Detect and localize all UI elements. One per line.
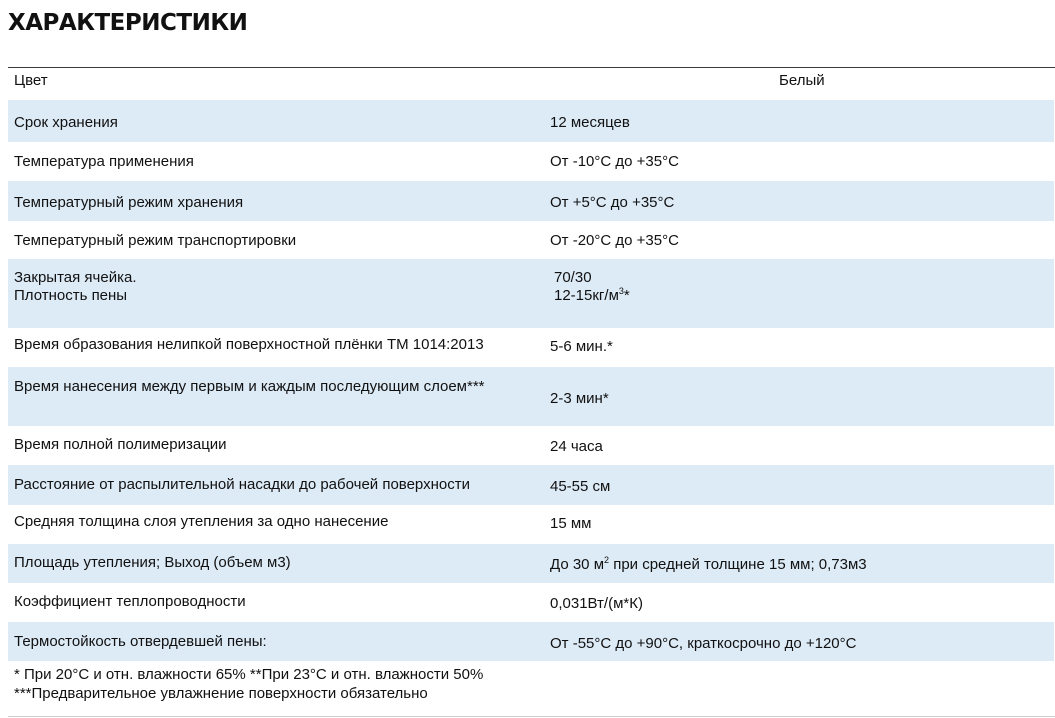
table-row [8, 259, 1054, 328]
table-row [8, 426, 1054, 465]
row-value-text: 70/30 12-15кг/м [554, 269, 619, 304]
row-label: Время образования нелипкой поверхностной плёнки ТМ 1014:2013 [14, 336, 484, 353]
row-value: 0,031Вт/(м*К) [550, 595, 643, 612]
table-row [8, 328, 1054, 367]
row-label: Температурный режим транспортировки [14, 232, 297, 249]
footnotes: * При 20°C и отн. влажности 65% **При 23°C и отн. влажности 50% ***Предварительное увлажнение поверхности обязательно [14, 666, 484, 702]
row-value: От -20°C до +35°C [550, 232, 679, 249]
row-label: Срок хранения [14, 114, 118, 131]
page-title: ХАРАКТЕРИСТИКИ [8, 10, 248, 36]
row-value: От +5°C до +35°C [550, 194, 675, 211]
table-row [8, 505, 1054, 544]
row-label: Коэффициент теплопроводности [14, 593, 246, 610]
row-value: От -10°C до +35°C [550, 153, 679, 170]
row-value-suffix: * [623, 287, 630, 304]
row-label: Площадь утепления; Выход (объем м3) [14, 554, 291, 571]
table-row [8, 142, 1054, 181]
superscript: 3 [618, 286, 624, 296]
row-value: 45-55 см [550, 478, 611, 495]
row-value: Белый [779, 72, 825, 89]
row-value [550, 556, 867, 574]
row-label: Время нанесения между первым и каждым последующим слоем*** [14, 378, 485, 395]
row-label: Время полной полимеризации [14, 436, 227, 453]
table-row [8, 100, 1054, 142]
row-value-suffix: при средней толщине 15 мм; 0,73м3 [609, 556, 867, 573]
table-row [8, 68, 1054, 100]
row-label: Температура применения [14, 153, 194, 170]
table-row [8, 181, 1054, 221]
row-value: 15 мм [550, 515, 592, 532]
row-value: 2-3 мин* [550, 390, 609, 407]
row-value [554, 269, 630, 305]
superscript: 2 [604, 555, 610, 565]
row-label: Термостойкость отвердевшей пены: [14, 633, 267, 650]
table-row [8, 544, 1054, 583]
row-value: От -55°C до +90°C, краткосрочно до +120°C [550, 635, 857, 652]
table-row [8, 622, 1054, 661]
row-label: Средняя толщина слоя утепления за одно нанесение [14, 513, 389, 530]
row-value: 5-6 мин.* [550, 338, 613, 355]
row-label: Расстояние от распылительной насадки до рабочей поверхности [14, 476, 470, 493]
row-value-text: До 30 м [550, 556, 605, 573]
table-row [8, 583, 1054, 622]
table-row [8, 465, 1054, 505]
row-value: 24 часа [550, 438, 603, 455]
row-value: 12 месяцев [550, 114, 630, 131]
table-row [8, 221, 1054, 259]
row-label: Закрытая ячейка. Плотность пены [14, 269, 137, 304]
row-label: Цвет [14, 72, 48, 89]
footer-divider [8, 716, 1055, 717]
row-label: Температурный режим хранения [14, 194, 244, 211]
table-row [8, 367, 1054, 426]
